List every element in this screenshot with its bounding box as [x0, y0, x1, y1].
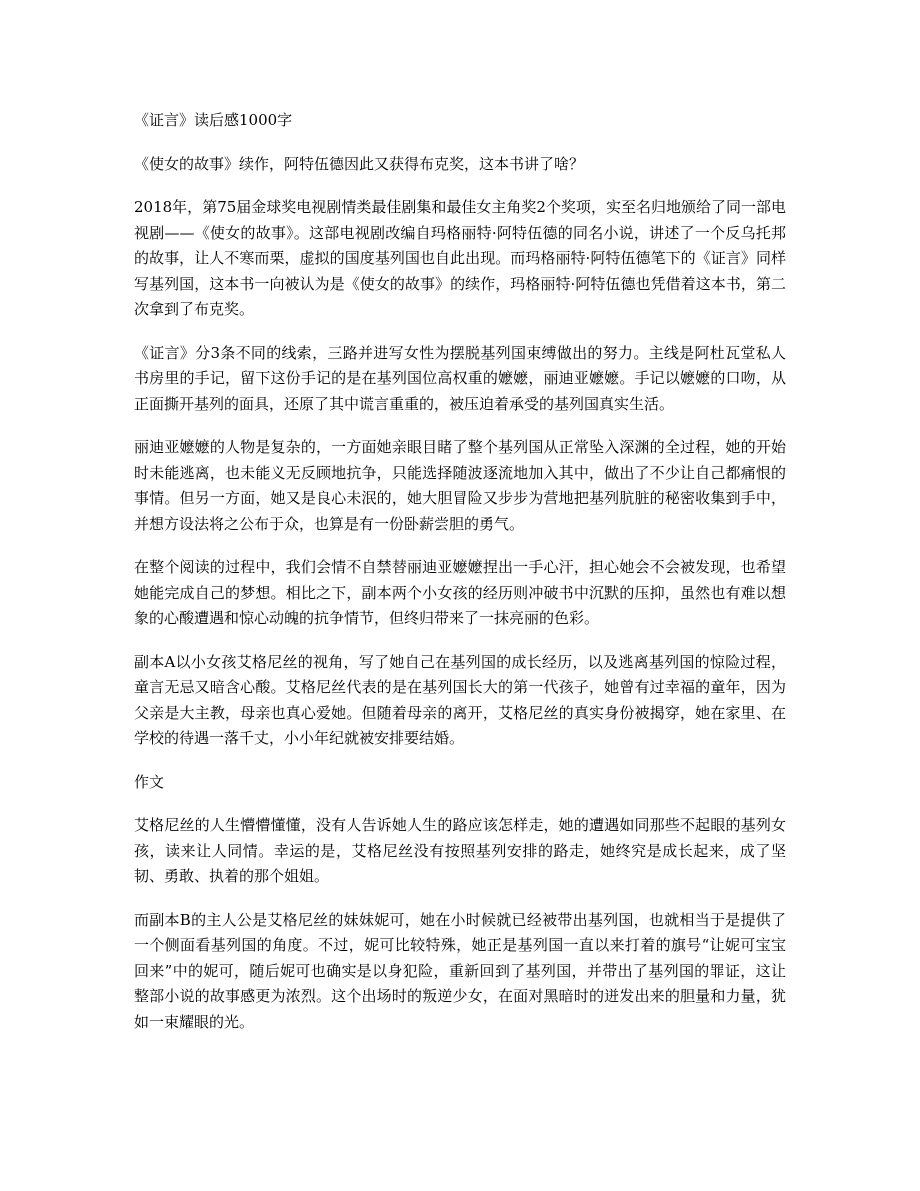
paragraph: 而副本B的主人公是艾格尼丝的妹妹妮可，她在小时候就已经被带出基列国，也就相当于是提供了一个侧面看基列国的角度。不过，妮可比较特殊，她正是基列国一直以来打着的旗号“让妮可宝宝回来”中的妮可，随后妮可也确实是以身犯险，重新回到了基列国，并带出了基列国的罪证，这让整部小说的故事感更为浓烈。这个出场时的叛逆少女，在面对黑暗时的迸发出来的胆量和力量，犹如一束耀眼的光。: [134, 910, 786, 1031]
document-body: [134, 108, 786, 1053]
document-subtitle: 《使女的故事》续作，阿特伍德因此又获得布克奖，这本书讲了啥？: [134, 154, 585, 173]
paragraph: 《证言》分3条不同的线索，三路并进写女性为摆脱基列国束缚做出的努力。主线是阿杜瓦堂私人书房里的手记，留下这份手记的是在基列国位高权重的嬷嬷，丽迪亚嬷嬷。手记以嬷嬷的口吻，从正面撕开基列的面具，还原了其中谎言重重的，被压迫着承受的基列国真实生活。: [134, 343, 786, 413]
paragraph: 副本A以小女孩艾格尼丝的视角，写了她自己在基列国的成长经历，以及逃离基列国的惊险过程，童言无忌又暗含心酸。艾格尼丝代表的是在基列国长大的第一代孩子，她曾有过幸福的童年，因为父亲是大主教，母亲也真心爱她。但随着母亲的离开，艾格尼丝的真实身份被揭穿，她在家里、在学校的待遇一落千丈，小小年纪就被安排要结婚。: [134, 652, 786, 747]
paragraph: 艾格尼丝的人生懵懵懂懂，没有人告诉她人生的路应该怎样走，她的遭遇如同那些不起眼的基列女孩，读来让人同情。幸运的是，艾格尼丝没有按照基列安排的路走，她终究是成长起来，成了坚韧、勇敢、执着的那个姐姐。: [134, 816, 786, 885]
paragraph: 丽迪亚嬷嬷的人物是复杂的，一方面她亲眼目睹了整个基列国从正常坠入深渊的全过程，她的开始时未能逃离，也未能义无反顾地抗争，只能选择随波逐流地加入其中，做出了不少让自己都痛恨的事情。但另一方面，她又是良心未泯的，她大胆冒险又步步为营地把基列肮脏的秘密收集到手中，并想方设法将之公布于众，也算是有一份卧薪尝胆的勇气。: [134, 438, 786, 533]
paragraph: 2018年，第75届金球奖电视剧情类最佳剧集和最佳女主角奖2个奖项，实至名归地颁给了同一部电视剧——《使女的故事》。这部电视剧改编自玛格丽特·阿特伍德的同名小说，讲述了一个反乌托邦的故事，让人不寒而栗，虚拟的国度基列国也自此出现。而玛格丽特·阿特伍德笔下的《证言》同样写基列国，这本书一向被认为是《使女的故事》的续作，玛格丽特·阿特伍德也凭借着这本书，第二次拿到了布克奖。: [134, 198, 786, 318]
section-heading: 作文: [134, 772, 165, 791]
paragraph: 在整个阅读的过程中，我们会情不自禁替丽迪亚嬷嬷捏出一手心汗，担心她会不会被发现，也希望她能完成自己的梦想。相比之下，副本两个小女孩的经历则冲破书中沉默的压抑，虽然也有难以想象的心酸遭遇和惊心动魄的抗争情节，但终归带来了一抹亮丽的色彩。: [134, 558, 786, 627]
document-title: 《证言》读后感1000字: [134, 111, 293, 129]
